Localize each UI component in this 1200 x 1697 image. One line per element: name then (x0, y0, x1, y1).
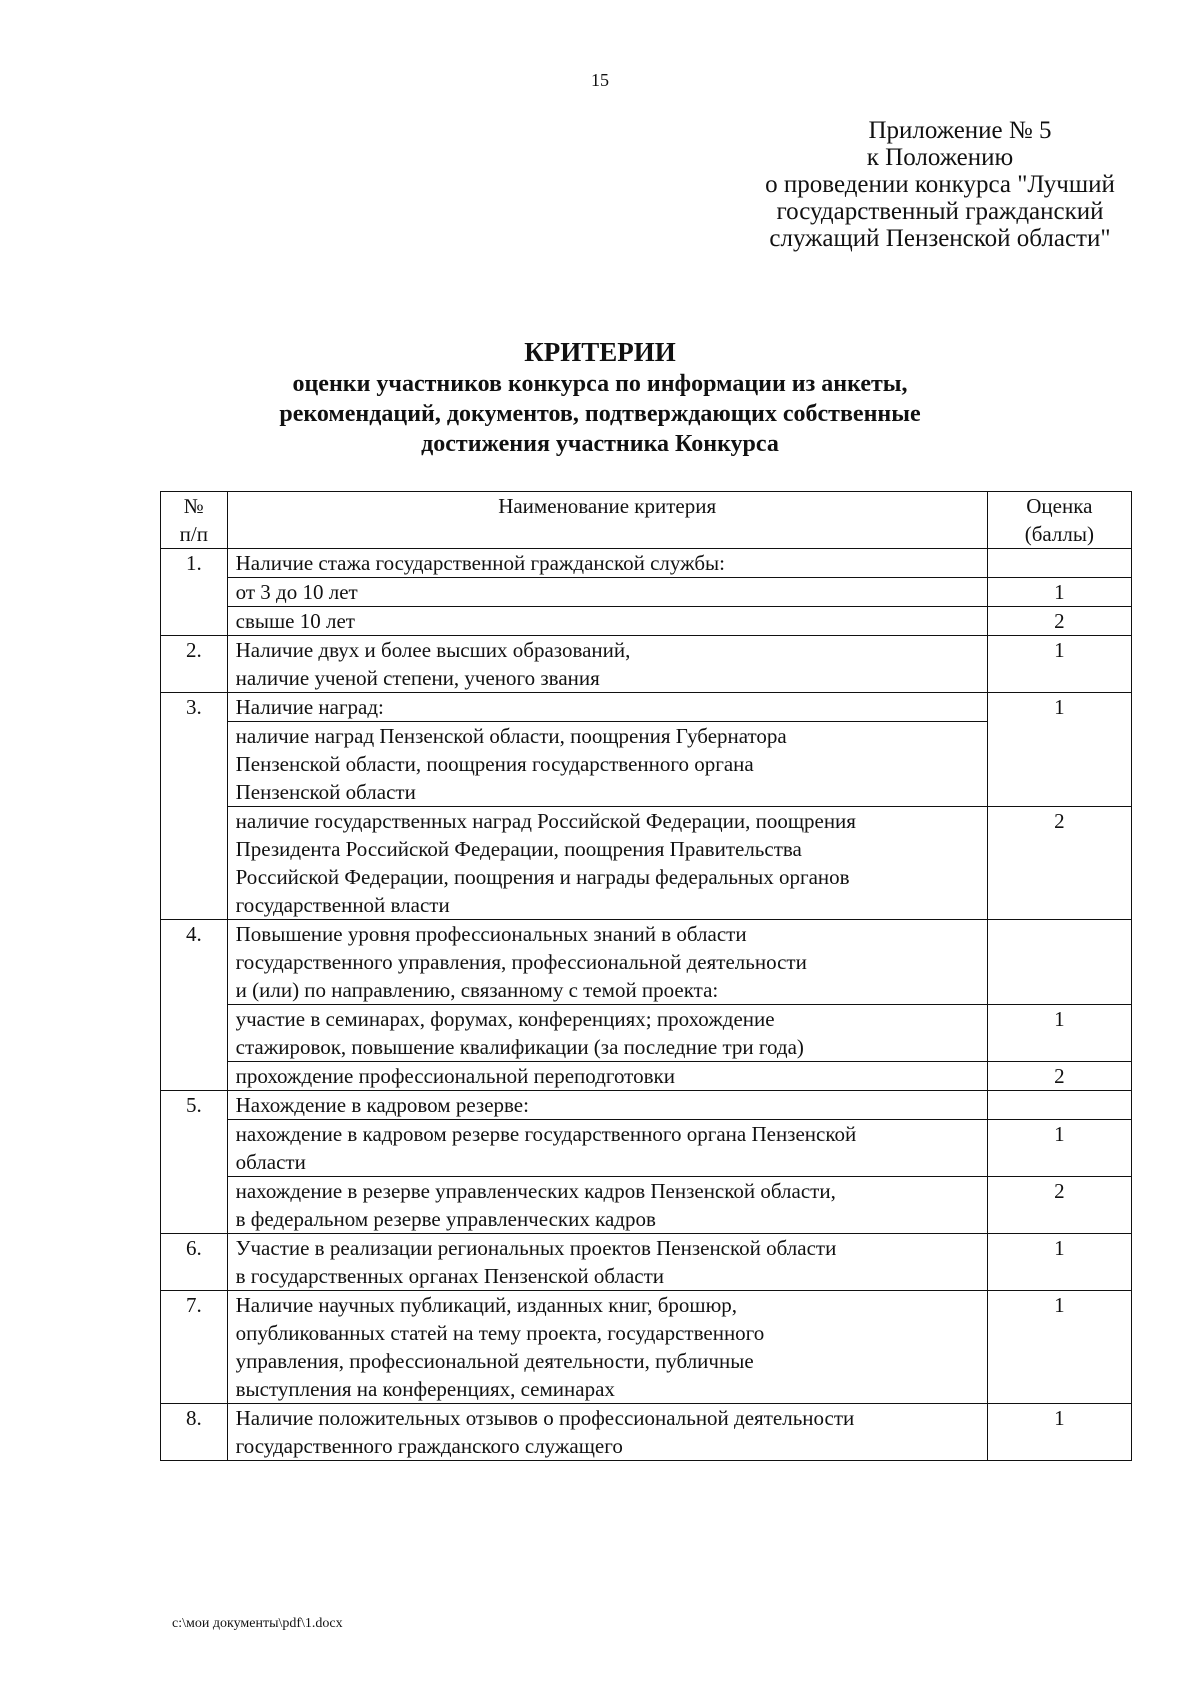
score-cell: 1 (987, 578, 1131, 607)
title-subline: достижения участника Конкурса (421, 431, 779, 457)
row-number: 6. (161, 1234, 228, 1291)
table-row (161, 1177, 1132, 1234)
score-cell: 1 (987, 1404, 1131, 1461)
score-cell (987, 920, 1131, 1005)
criterion-text: Повышение уровня профессиональных знаний в области государственного управления, профессиональной деятельности и (или) по направлению, связанному с темой проекта: (227, 920, 987, 1005)
table-row (161, 1091, 1132, 1120)
row-number: 8. (161, 1404, 228, 1461)
criterion-text: от 3 до 10 лет (227, 578, 987, 607)
criterion-text: наличие государственных наград Российской Федерации, поощрения Президента Российской Федерации, поощрения Правительства Российской Федерации, поощрения и награды федеральных органов государственной власти (227, 807, 987, 920)
score-cell: 1 (987, 636, 1131, 693)
title-subline: рекомендаций, документов, подтверждающих собственные (279, 401, 921, 427)
score-cell: 2 (987, 1062, 1131, 1091)
table-row (161, 607, 1132, 636)
appendix-line: к Положению (866, 144, 1014, 171)
table-row (161, 1005, 1132, 1062)
criterion-text: участие в семинарах, форумах, конференциях; прохождение стажировок, повышение квалификации (за последние три года) (227, 1005, 987, 1062)
appendix-line: Приложение № 5 (868, 117, 1052, 144)
score-cell: 1 (987, 1291, 1131, 1404)
page-number: 15 (591, 70, 609, 90)
title-main: КРИТЕРИИ (524, 337, 676, 367)
table-row (161, 1120, 1132, 1177)
criterion-text: прохождение профессиональной переподготовки (227, 1062, 987, 1091)
criterion-text: Наличие научных публикаций, изданных книг, брошюр, опубликованных статей на тему проекта, государственного управления, профессиональной деятельности, публичные выступления на конференциях, семинарах (227, 1291, 987, 1404)
criterion-text: наличие наград Пензенской области, поощрения Губернатора Пензенской области, поощрения государственного органа Пензенской области (227, 722, 987, 807)
appendix-line: государственный гражданский (776, 198, 1104, 225)
table-row (161, 549, 1132, 578)
row-number: 3. (161, 693, 228, 920)
row-number: 7. (161, 1291, 228, 1404)
score-cell: 1 (987, 693, 1131, 807)
score-cell (987, 1091, 1131, 1120)
criterion-text: свыше 10 лет (227, 607, 987, 636)
row-number: 5. (161, 1091, 228, 1234)
criterion-text: Нахождение в кадровом резерве: (227, 1091, 987, 1120)
table-row (161, 920, 1132, 1005)
criterion-text: Участие в реализации региональных проектов Пензенской области в государственных органах Пензенской области (227, 1234, 987, 1291)
table-row (161, 578, 1132, 607)
table-row (161, 636, 1132, 693)
score-cell: 1 (987, 1234, 1131, 1291)
file-path-footer: c:\мои документы\pdf\1.docx (172, 1616, 343, 1631)
row-number: 1. (161, 549, 228, 636)
score-cell (987, 549, 1131, 578)
criterion-text: Наличие двух и более высших образований, наличие ученой степени, ученого звания (227, 636, 987, 693)
criterion-text: нахождение в кадровом резерве государственного органа Пензенской области (227, 1120, 987, 1177)
table-row (161, 1062, 1132, 1091)
score-cell: 2 (987, 1177, 1131, 1234)
appendix-line: о проведении конкурса "Лучший (765, 171, 1115, 198)
row-number: 2. (161, 636, 228, 693)
criterion-text: Наличие стажа государственной гражданской службы: (227, 549, 987, 578)
criterion-text: Наличие наград: (227, 693, 987, 722)
criteria-table (160, 491, 1132, 1461)
appendix-heading (720, 117, 1160, 252)
row-number: 4. (161, 920, 228, 1091)
appendix-line: служащий Пензенской области" (769, 225, 1111, 252)
document-title (180, 336, 1020, 459)
title-subline: оценки участников конкурса по информации из анкеты, (292, 371, 908, 397)
table-row (161, 722, 1132, 807)
header-number: № п/п (161, 492, 228, 549)
table-header-row (161, 492, 1132, 549)
header-criterion: Наименование критерия (227, 492, 987, 549)
table-row (161, 807, 1132, 920)
header-score: Оценка (баллы) (987, 492, 1131, 549)
score-cell: 1 (987, 1120, 1131, 1177)
score-cell: 1 (987, 1005, 1131, 1062)
score-cell: 2 (987, 607, 1131, 636)
score-cell: 2 (987, 807, 1131, 920)
table-row (161, 693, 1132, 722)
table-row (161, 1404, 1132, 1461)
table-row (161, 1291, 1132, 1404)
criterion-text: Наличие положительных отзывов о профессиональной деятельности государственного гражданского служащего (227, 1404, 987, 1461)
criterion-text: нахождение в резерве управленческих кадров Пензенской области, в федеральном резерве управленческих кадров (227, 1177, 987, 1234)
table-row (161, 1234, 1132, 1291)
